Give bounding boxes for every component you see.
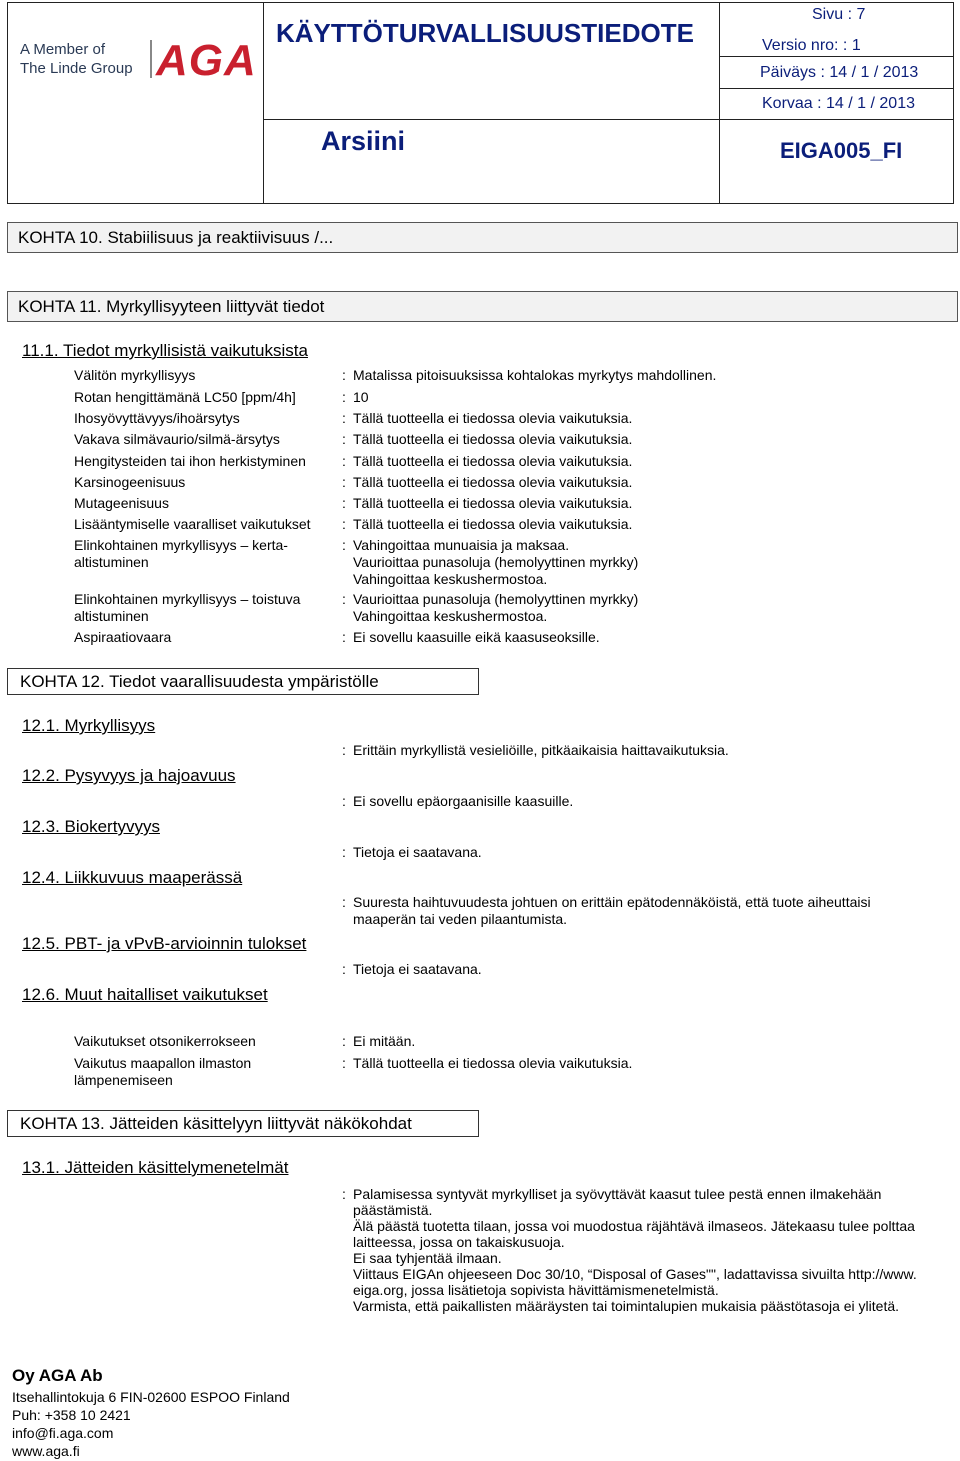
value-line: Vahingoittaa keskushermostoa. — [353, 571, 548, 587]
value-line: Vahingoittaa keskushermostoa. — [353, 608, 548, 624]
field-label: Elinkohtainen myrkyllisyys – kerta-altistuminen — [74, 537, 288, 570]
field-value — [353, 389, 943, 406]
field-colon: : — [342, 742, 346, 758]
field-value — [353, 1033, 943, 1050]
value-line: Ei mitään. — [353, 1033, 416, 1049]
value-line: päästämistä. — [353, 1202, 433, 1218]
page-number: Sivu : 7 — [812, 6, 866, 23]
section-10-header: KOHTA 10. Stabiilisuus ja reaktiivisuus /... — [7, 222, 958, 253]
product-name: Arsiini — [321, 126, 406, 156]
field-colon: : — [342, 844, 346, 860]
field-value — [353, 410, 943, 427]
field-colon: : — [342, 1186, 346, 1202]
field-value — [353, 844, 943, 861]
field-colon: : — [342, 516, 346, 532]
value-line: Varmista, että paikallisten määräysten tai toimintalupien mukaisia päästötasoja ei ylitetä. — [353, 1298, 900, 1314]
field-colon: : — [342, 1033, 346, 1049]
section-13-header: KOHTA 13. Jätteiden käsittelyyn liittyvät näkökohdat — [7, 1110, 479, 1137]
aga-logo: AGA — [156, 36, 257, 85]
field-value — [353, 591, 943, 625]
field-colon: : — [342, 629, 346, 645]
header-divider — [719, 88, 954, 89]
value-line: Tällä tuotteella ei tiedossa olevia vaikutuksia. — [353, 1055, 633, 1071]
subsection-heading: 12.5. PBT- ja vPvB-arvioinnin tulokset — [22, 934, 307, 953]
value-line: maaperän tai veden pilaantumista. — [353, 911, 568, 927]
header-divider — [263, 2, 264, 204]
field-colon: : — [342, 474, 346, 490]
header-divider — [263, 119, 719, 120]
field-colon: : — [342, 591, 346, 607]
footer-address: Itsehallintokuja 6 FIN-02600 ESPOO Finland — [12, 1389, 290, 1405]
header-divider — [719, 119, 954, 120]
field-label: Karsinogeenisuus — [74, 474, 186, 490]
header-divider — [719, 2, 720, 204]
document-title: KÄYTTÖTURVALLISUUSTIEDOTE — [276, 18, 694, 48]
field-value — [353, 367, 943, 384]
footer-website[interactable]: www.aga.fi — [12, 1443, 80, 1459]
value-line: Ei saa tyhjentää ilmaan. — [353, 1250, 502, 1266]
field-value — [353, 474, 943, 491]
value-line: Suuresta haihtuvuudesta johtuen on erittäin epätodennäköistä, että tuote aiheuttaisi — [353, 894, 871, 910]
field-value — [353, 894, 943, 928]
subsection-heading: 12.6. Muut haitalliset vaikutukset — [22, 985, 268, 1004]
subsection-heading: 12.3. Biokertyvyys — [22, 817, 160, 836]
field-colon: : — [342, 793, 346, 809]
field-colon: : — [342, 894, 346, 910]
replaces-date: Korvaa : 14 / 1 / 2013 — [762, 95, 915, 112]
field-value — [353, 537, 943, 588]
value-line: 10 — [353, 389, 369, 405]
field-label: Lisääntymiselle vaaralliset vaikutukset — [74, 516, 311, 532]
member-line-1: A Member of — [20, 41, 106, 58]
field-label: Välitön myrkyllisyys — [74, 367, 196, 383]
value-line: laitteessa, jossa on takaiskusuoja. — [353, 1234, 565, 1250]
value-line: Matalissa pitoisuuksissa kohtalokas myrkytys mahdollinen. — [353, 367, 717, 383]
linde-member-text — [20, 40, 133, 78]
field-value — [353, 629, 943, 646]
field-label: Hengitysteiden tai ihon herkistyminen — [74, 453, 306, 469]
disposal-methods — [353, 1186, 943, 1314]
subsection-heading: 12.2. Pysyvyys ja hajoavuus — [22, 766, 236, 785]
footer-phone: Puh: +358 10 2421 — [12, 1407, 131, 1423]
value-line: Tietoja ei saatavana. — [353, 961, 482, 977]
field-label: Elinkohtainen myrkyllisyys – toistuva altistuminen — [74, 591, 301, 624]
field-label: Ihosyövyttävyys/ihoärsytys — [74, 410, 240, 426]
issue-date: Päiväys : 14 / 1 / 2013 — [760, 64, 919, 81]
field-colon: : — [342, 431, 346, 447]
field-label: Mutageenisuus — [74, 495, 169, 511]
section-12-header: KOHTA 12. Tiedot vaarallisuudesta ympäristölle — [7, 668, 479, 695]
field-colon: : — [342, 1055, 346, 1071]
field-label: Vaikutukset otsonikerrokseen — [74, 1033, 256, 1049]
field-label: Vaikutus maapallon ilmaston lämpenemiseen — [74, 1055, 252, 1088]
field-colon: : — [342, 537, 346, 553]
value-line: Tällä tuotteella ei tiedossa olevia vaikutuksia. — [353, 516, 633, 532]
member-line-2: The Linde Group — [20, 60, 133, 77]
field-label: Rotan hengittämänä LC50 [ppm/4h] — [74, 389, 296, 405]
value-line: Tällä tuotteella ei tiedossa olevia vaikutuksia. — [353, 431, 633, 447]
field-colon: : — [342, 367, 346, 383]
field-label: Vakava silmävaurio/silmä-ärsytys — [74, 431, 280, 447]
document-code: EIGA005_FI — [780, 138, 903, 163]
footer-company: Oy AGA Ab — [12, 1366, 103, 1385]
subsection-heading: 12.4. Liikkuvuus maaperässä — [22, 868, 243, 887]
field-colon: : — [342, 389, 346, 405]
field-value — [353, 516, 943, 533]
value-line: Tällä tuotteella ei tiedossa olevia vaikutuksia. — [353, 474, 633, 490]
field-value — [353, 961, 943, 978]
value-line: Ei sovellu epäorgaanisille kaasuille. — [353, 793, 574, 809]
field-colon: : — [342, 453, 346, 469]
value-line: Tietoja ei saatavana. — [353, 844, 482, 860]
logo-divider — [150, 40, 152, 78]
header-divider — [719, 56, 954, 57]
subsection-11-1: 11.1. Tiedot myrkyllisistä vaikutuksista — [22, 341, 308, 360]
value-line: Älä päästä tuotetta tilaan, jossa voi muodostua räjähtävä ilmaseos. Jätekaasu tulee polttaa — [353, 1218, 915, 1234]
version-number: Versio nro: : 1 — [762, 37, 861, 54]
field-value — [353, 431, 943, 448]
value-line: Erittäin myrkyllistä vesieliöille, pitkäaikaisia haittavaikutuksia. — [353, 742, 729, 758]
field-colon: : — [342, 495, 346, 511]
section-11-header: KOHTA 11. Myrkyllisyyteen liittyvät tiedot — [7, 291, 958, 322]
field-value — [353, 1055, 943, 1072]
subsection-13-1: 13.1. Jätteiden käsittelymenetelmät — [22, 1158, 289, 1177]
field-colon: : — [342, 961, 346, 977]
value-line: Ei sovellu kaasuille eikä kaasuseoksille. — [353, 629, 600, 645]
field-colon: : — [342, 410, 346, 426]
field-value — [353, 793, 943, 810]
field-label: Aspiraatiovaara — [74, 629, 172, 645]
value-line: Palamisessa syntyvät myrkylliset ja syövyttävät kaasut tulee pestä ennen ilmakehään — [353, 1186, 882, 1202]
value-line: Vaurioittaa punasoluja (hemolyyttinen myrkky) — [353, 591, 639, 607]
field-value — [353, 453, 943, 470]
value-line: Tällä tuotteella ei tiedossa olevia vaikutuksia. — [353, 410, 633, 426]
field-value — [353, 495, 943, 512]
value-line: Vahingoittaa munuaisia ja maksaa. — [353, 537, 570, 553]
value-line: Tällä tuotteella ei tiedossa olevia vaikutuksia. — [353, 453, 633, 469]
value-line: Tällä tuotteella ei tiedossa olevia vaikutuksia. — [353, 495, 633, 511]
subsection-heading: 12.1. Myrkyllisyys — [22, 716, 156, 735]
field-value — [353, 742, 943, 759]
value-line: Vaurioittaa punasoluja (hemolyyttinen myrkky) — [353, 554, 639, 570]
footer-email[interactable]: info@fi.aga.com — [12, 1425, 114, 1441]
value-line: Viittaus EIGAn ohjeeseen Doc 30/10, “Disposal of Gases"", ladattavissa sivuilta http://www. — [353, 1266, 917, 1282]
value-line: eiga.org, jossa lisätietoja sopivista hävittämismenetelmistä. — [353, 1282, 719, 1298]
